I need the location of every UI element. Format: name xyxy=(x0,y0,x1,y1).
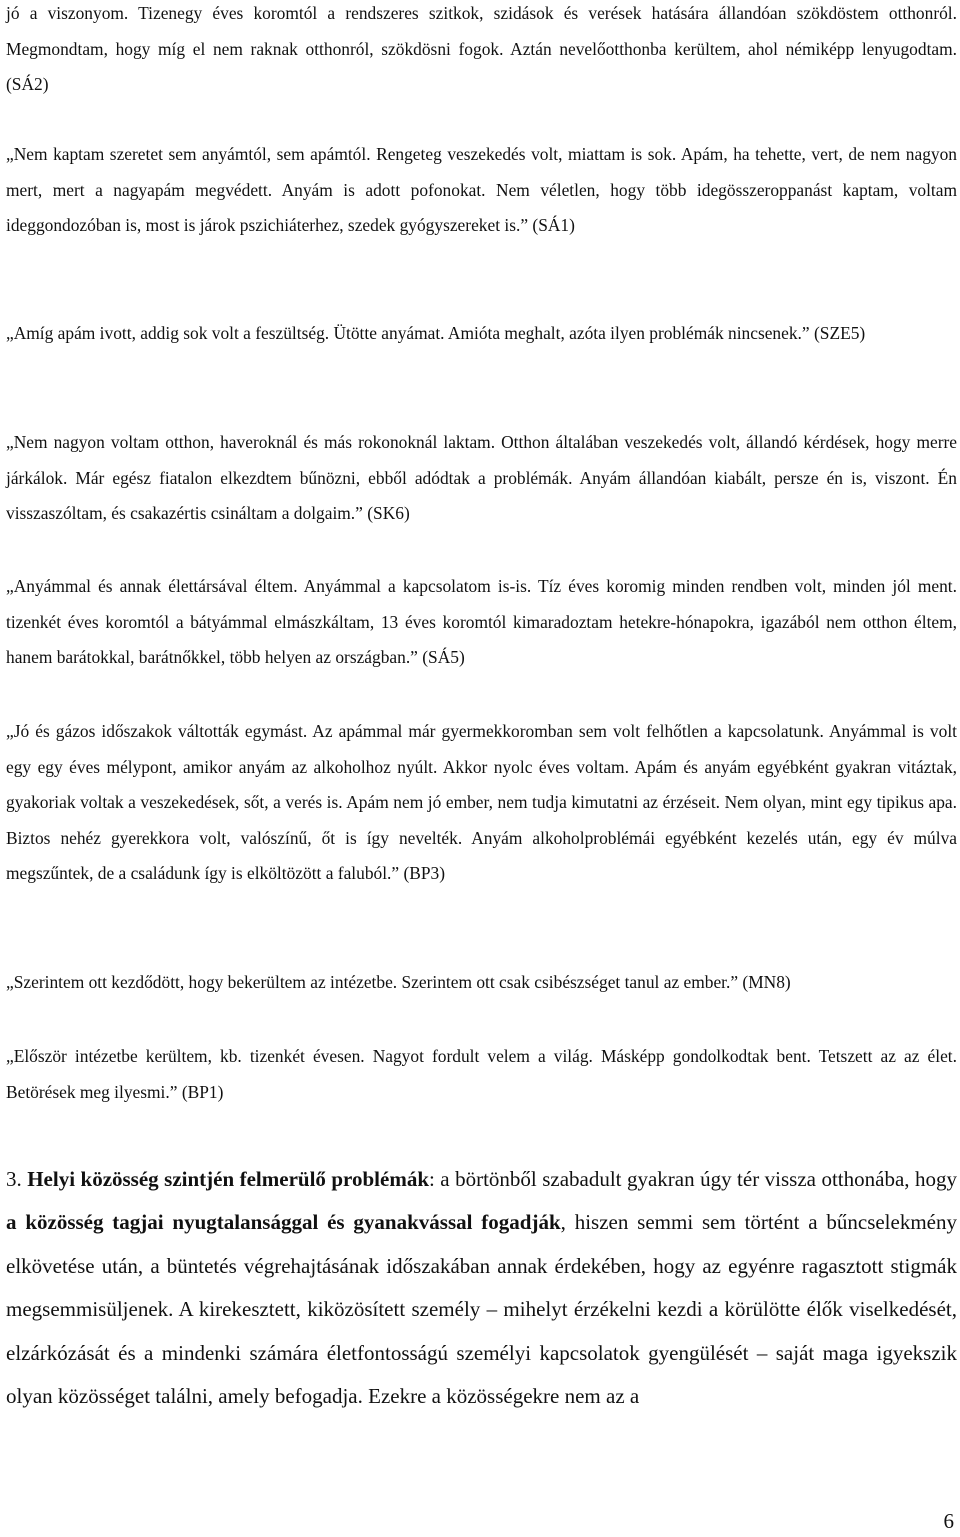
interview-quote xyxy=(6,425,957,532)
quote-text: „Amíg apám ivott, addig sok volt a feszültség. Ütötte anyámat. Amióta meghalt, azóta ilyen problémák nincsenek.” xyxy=(6,323,810,343)
interview-quote xyxy=(6,569,957,676)
quote-text: jó a viszonyom. Tizenegy éves koromtól a rendszeres szitkok, szidások és verések hatására állandóan szökdöstem otthonról. Megmondtam, hogy míg el nem raknak otthonról, szökdösni fogok. Aztán nevelőotthonba kerültem, ahol némiképp lenyugodtam. xyxy=(6,3,957,59)
quote-code: (SÁ1) xyxy=(532,215,575,236)
quote-text: „Nem nagyon voltam otthon, haveroknál és más rokonoknál laktam. Otthon általában veszekedés volt, állandó kérdések, hogy merre járkálok. Már egész fiatalon elkezdtem bűnözni, ebből adódtak a problémák. Anyám állandóan kiabált, persze én is, viszont. Én visszaszóltam, és csakazértis csináltam a dolgaim.” xyxy=(6,432,957,524)
section-number: 3. xyxy=(6,1167,22,1191)
section-text: : a börtönből szabadult gyakran úgy tér vissza otthonába, hogy xyxy=(429,1167,957,1191)
quote-code: (MN8) xyxy=(742,972,791,992)
quote-text: „Nem kaptam szeretet sem anyámtól, sem apámtól. Rengeteg veszekedés volt, miattam is sok. Apám, ha tehette, vert, de nem nagyon mert, mert a nagyapám megvédett. Anyám is adott pofonokat. Nem véletlen, hogy több idegösszeroppanást kaptam, voltam ideggondozóban is, most is járok pszichiáterhez, szedek gyógyszereket is.” xyxy=(6,144,957,236)
quote-text: „Először intézetbe kerültem, kb. tizenkét évesen. Nagyot fordult velem a világ. Másképp gondolkodtak bent. Tetszett az az élet. Betörések meg ilyesmi.” xyxy=(6,1046,957,1102)
quote-code: (BP1) xyxy=(181,1081,224,1102)
interview-quote xyxy=(6,1039,957,1110)
section-3-paragraph xyxy=(6,1158,957,1418)
quote-text: „Jó és gázos időszakok váltották egymást. Az apámmal már gyermekkoromban sem volt felhőtlen a kapcsolatunk. Anyámmal is volt egy egy éves mélypont, amikor anyám az alkoholhoz nyúlt. Akkor nyolc éves voltam. Apám és anyám egyébként gyakran vitáztak, gyakoriak voltak a veszekedések, sőt, a verés is. Apám nem jó ember, nem tudja kimutatni az érzéseit. Nem olyan, mint egy tipikus apa. Biztos nehéz gyerekkora volt, valószínű, őt is így nevelték. Anyám alkoholproblémái egyébként kezelés után, egy év múlva megszűntek, de a családunk így is elköltözött a faluból.” xyxy=(6,721,957,884)
quote-text: „Szerintem ott kezdődött, hogy bekerültem az intézetbe. Szerintem ott csak csibészséget tanul az ember.” xyxy=(6,972,739,992)
quote-code: (BP3) xyxy=(403,863,446,884)
section-heading: Helyi közösség szintjén felmerülő problémák xyxy=(27,1167,429,1191)
section-emphasis: a közösség tagjai nyugtalansággal és gyanakvással fogadják xyxy=(6,1210,561,1235)
quote-code: (SÁ2) xyxy=(6,74,49,95)
quote-code: (SZE5) xyxy=(813,323,866,343)
interview-quote xyxy=(6,137,957,244)
interview-quote xyxy=(6,0,957,103)
page-number: 6 xyxy=(943,1509,954,1533)
quote-text: „Anyámmal és annak élettársával éltem. Anyámmal a kapcsolatom is-is. Tíz éves koromig minden rendben volt, minden jól ment. tizenkét éves koromtól a bátyámmal elmászkáltam, 13 éves koromtól kimaradoztam hetekre-hónapokra, igazából nem otthon éltem, hanem barátokkal, barátnőkkel, több helyen az országban.” xyxy=(6,576,957,668)
interview-quote xyxy=(6,714,957,892)
interview-quote xyxy=(6,316,957,352)
section-text: , hiszen semmi sem történt a bűncselekmény elkövetése után, a büntetés végrehajtásának időszakában annak érdekében, hogy az egyénre ragasztott stigmák megsemmisüljenek. A kirekesztett, kiközösített személy – mihelyt érzékelni kezdi a körülötte élők viselkedését, elzárkózását és a mindenki számára életfontosságú személyi kapcsolatok gyengülését – saját maga igyekszik olyan közösséget találni, amely befogadja. Ezekre a közösségekre nem az a xyxy=(6,1210,957,1409)
quote-code: (SÁ5) xyxy=(422,647,465,668)
interview-quote xyxy=(6,965,957,1001)
quote-code: (SK6) xyxy=(367,503,410,524)
